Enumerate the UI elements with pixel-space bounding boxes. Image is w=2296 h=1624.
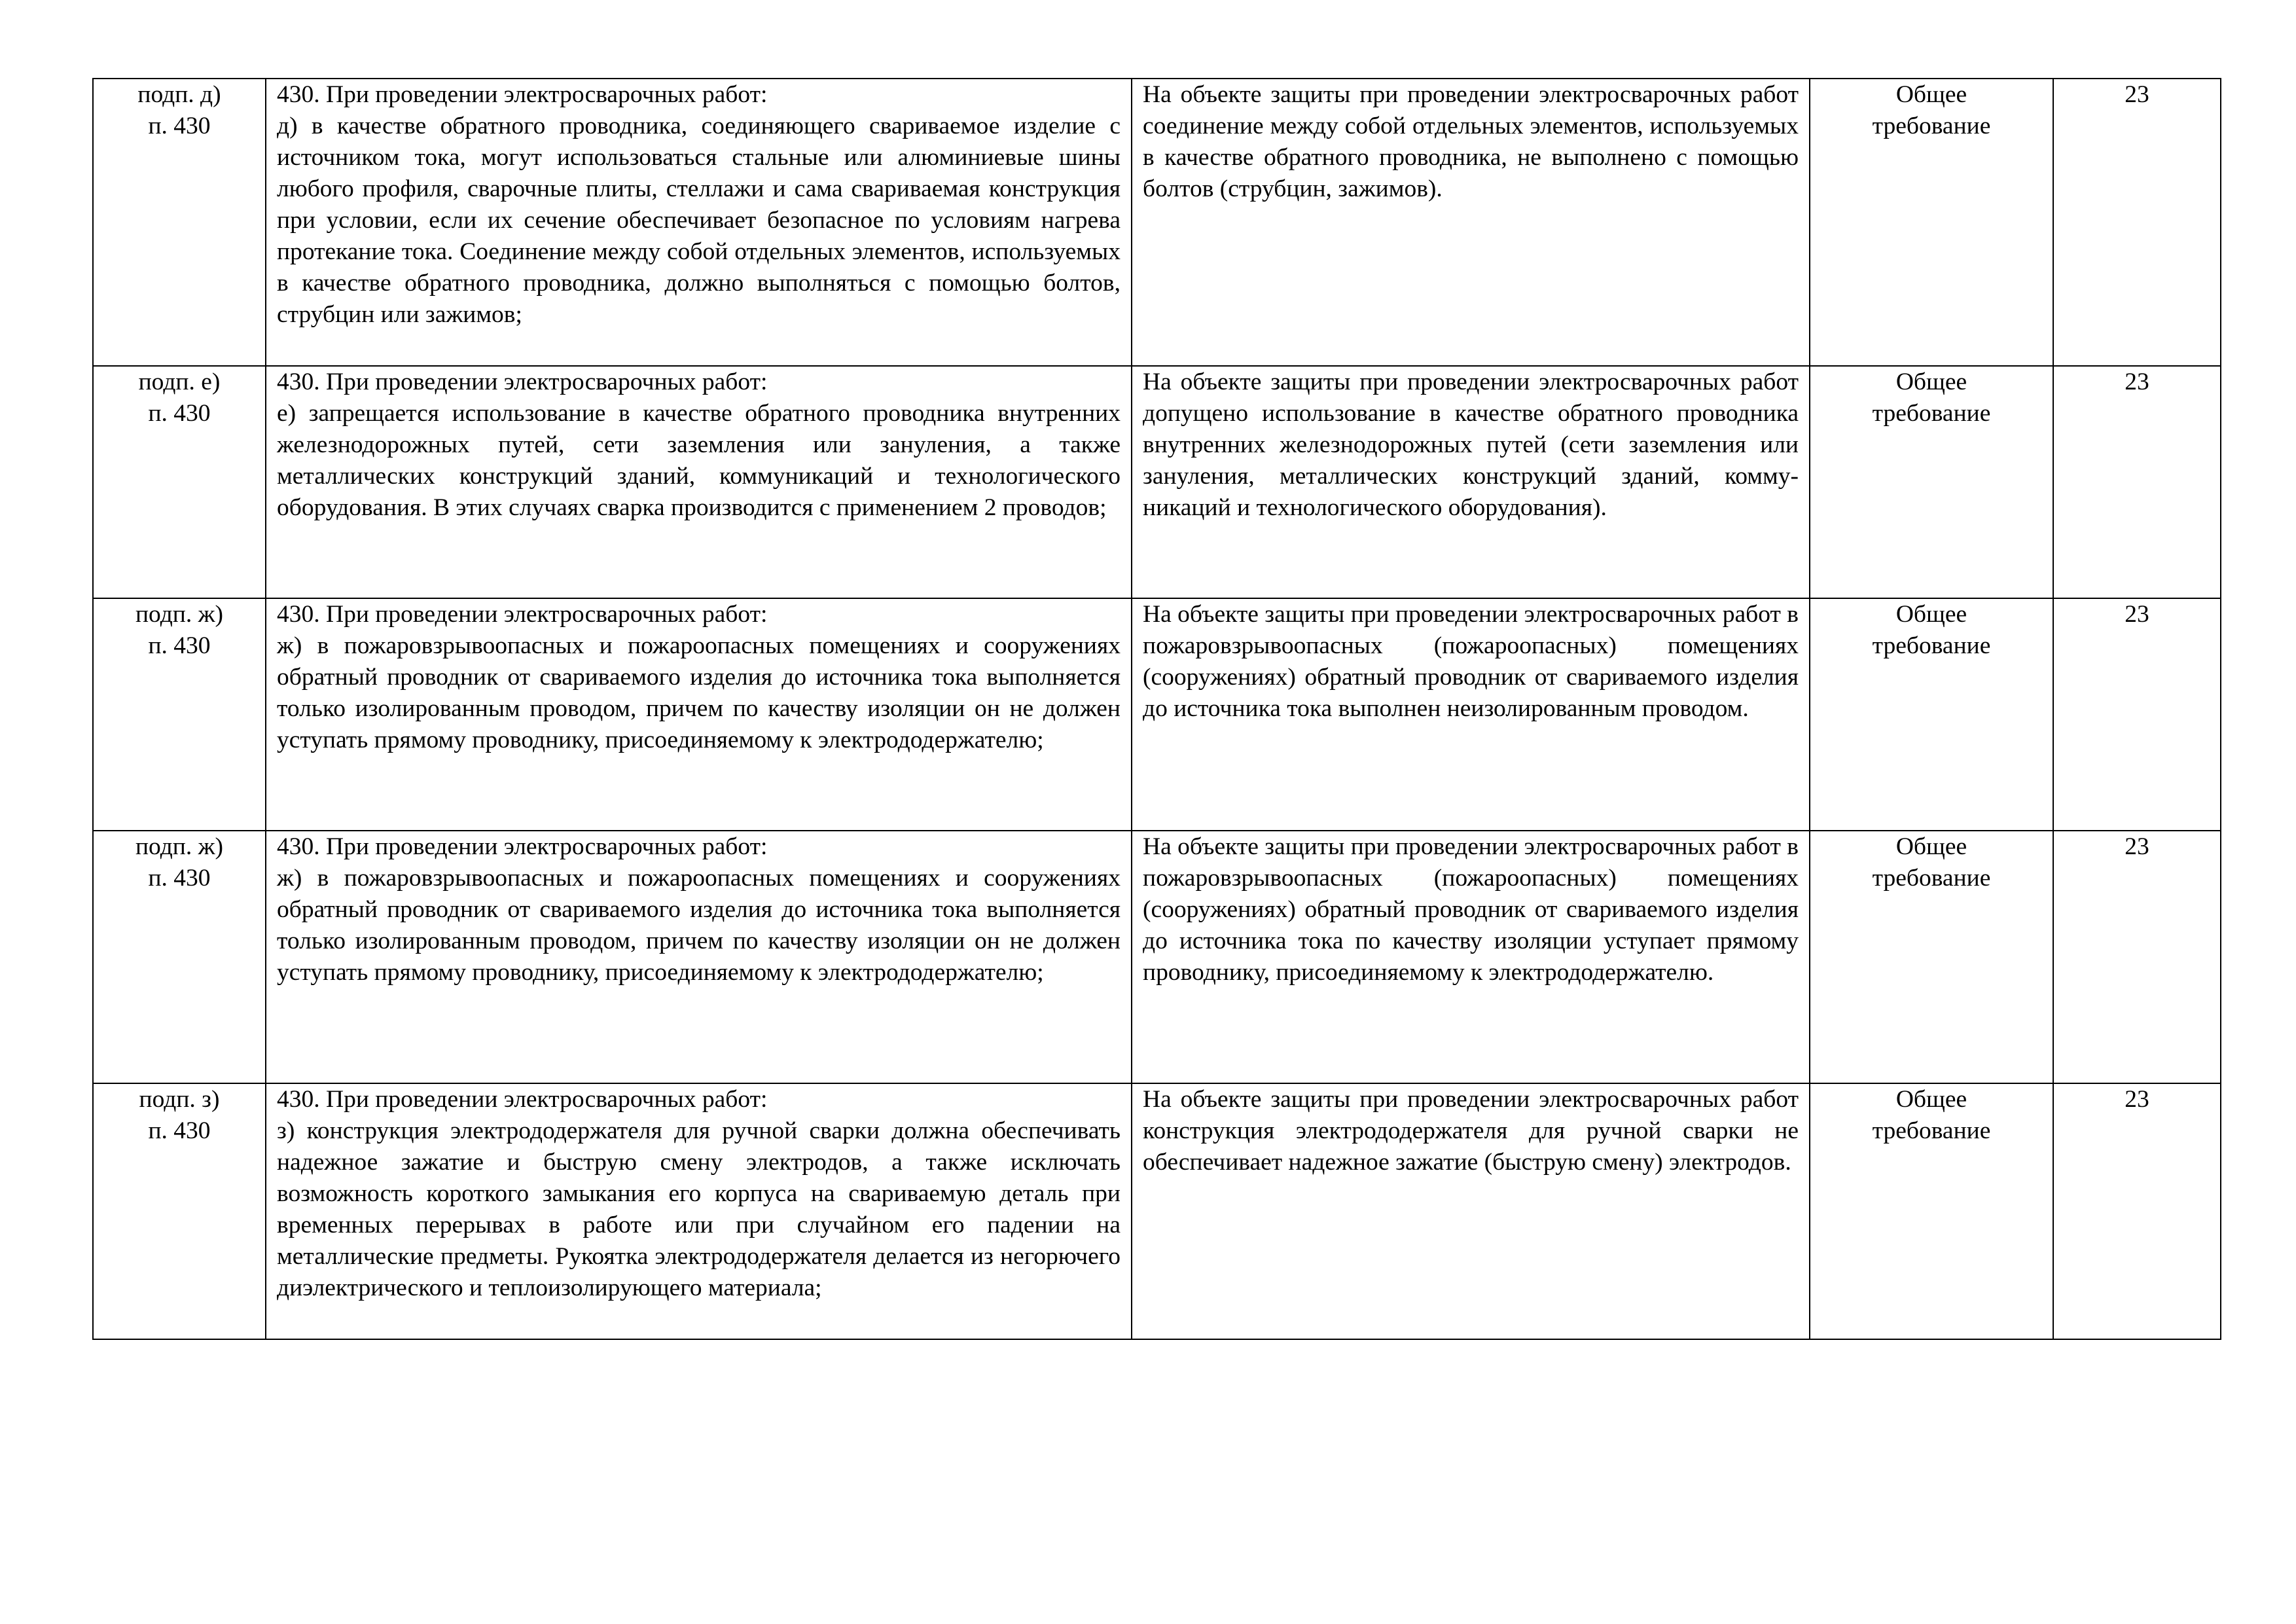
requirement-type-line1: Общее (1895, 833, 1967, 860)
violation-cell (1132, 831, 1810, 1083)
requirement-type-cell (1810, 831, 2053, 1083)
violation-cell (1132, 1083, 1810, 1339)
requirement-text: е) запрещается использование в качестве обратного проводника внутренних железнодорожных путей, сети заземления или зануления, а также металлических конструкций зданий, коммуникаций и технологического оборудования. В этих случаях сварка производится с применением 2 проводов; (277, 400, 1121, 521)
requirement-text: д) в качестве обратного проводника, соединяющего свариваемое изделие с источником тока, могут использоваться стальные или алюминиевые шины любого профиля, сварочные плиты, стеллажи и сама свариваемая конструкция при условии, если их сечение обеспечивает безопасное по условиям нагрева протекание тока. Соединение между собой отдельных элементов, используемых в качестве обратного проводника, должно выполняться с помощью болтов, струбцин или зажимов; (277, 113, 1121, 328)
reference-subitem: подп. е) (138, 369, 221, 395)
number-value: 23 (2125, 81, 2149, 108)
table-row (93, 831, 2221, 1083)
requirement-cell (266, 366, 1132, 598)
reference-paragraph: п. 430 (148, 400, 211, 427)
reference-subitem: подп. д) (137, 81, 221, 108)
number-cell (2053, 831, 2221, 1083)
requirement-title: 430. При проведении электросварочных работ: (277, 833, 768, 860)
requirement-title: 430. При проведении электросварочных работ: (277, 369, 768, 395)
reference-cell (93, 366, 266, 598)
table-row (93, 1083, 2221, 1339)
reference-paragraph: п. 430 (148, 1117, 211, 1144)
requirement-type-line1: Общее (1895, 81, 1967, 108)
number-cell (2053, 598, 2221, 831)
requirement-cell (266, 79, 1132, 366)
number-value: 23 (2125, 369, 2149, 395)
number-value: 23 (2125, 1086, 2149, 1113)
reference-cell (93, 598, 266, 831)
reference-cell (93, 79, 266, 366)
violation-text: На объекте защиты при проведении электросварочных работ в пожаровзрывоопасных (пожароопасных) помещениях (сооружениях) обратный проводник от свариваемого изделия до источника тока выполнен неизолированным проводом. (1143, 601, 1799, 722)
requirement-title: 430. При проведении электросварочных работ: (277, 601, 768, 628)
requirement-type-cell (1810, 1083, 2053, 1339)
requirement-type-cell (1810, 598, 2053, 831)
violation-cell (1132, 79, 1810, 366)
number-cell (2053, 79, 2221, 366)
requirement-type-cell (1810, 366, 2053, 598)
violation-text: На объекте защиты при проведении электросварочных работ в пожаровзрывоопасных (пожароопасных) помещениях (сооружениях) обратный проводник от свариваемого изделия до источника тока по качеству изоляции уступает прямому проводнику, присоединяемому к электрододержателю. (1143, 833, 1799, 986)
violation-cell (1132, 598, 1810, 831)
reference-cell (93, 1083, 266, 1339)
reference-subitem: подп. ж) (135, 833, 224, 860)
requirement-type-line2: требование (1872, 865, 1991, 892)
table-row (93, 366, 2221, 598)
violation-text: На объекте защиты при проведении электросварочных работ конструкция электрододержателя для ручной сварки не обеспечивает надежное зажатие (быструю смену) электродов. (1143, 1086, 1799, 1176)
requirement-title: 430. При проведении электросварочных работ: (277, 1086, 768, 1113)
violation-text: На объекте защиты при проведении электросварочных работ соединение между собой отдельных элементов, используемых в качестве обратного проводника, не выполнено с помощью болтов (струбцин, зажимов). (1143, 81, 1799, 202)
table-row (93, 598, 2221, 831)
requirement-type-line2: требование (1872, 400, 1991, 427)
requirement-cell (266, 598, 1132, 831)
number-value: 23 (2125, 601, 2149, 628)
table-row (93, 79, 2221, 366)
requirement-type-line1: Общее (1895, 1086, 1967, 1113)
requirement-type-line2: требование (1872, 1117, 1991, 1144)
violation-cell (1132, 366, 1810, 598)
reference-paragraph: п. 430 (148, 113, 211, 139)
requirement-text: з) конструкция электрододержателя для ручной сварки должна обеспечивать надежное зажатие и быструю смену электродов, а также исключать возможность короткого замыкания его корпуса на свариваемую деталь при временных перерывах в работе или при случайном его падении на металлические предметы. Рукоятка электрододержателя делается из негорючего диэлектрического и теплоизолирующего материала; (277, 1117, 1121, 1301)
reference-paragraph: п. 430 (148, 865, 211, 892)
number-cell (2053, 1083, 2221, 1339)
requirement-text: ж) в пожаровзрывоопасных и пожароопасных помещениях и сооружениях обратный проводник от свариваемого изделия до источника тока выполняется только изолированным проводом, причем по качеству изоляции он не должен уступать прямому проводнику, присоединяемому к электрододержателю; (277, 865, 1121, 986)
requirement-type-line1: Общее (1895, 601, 1967, 628)
reference-subitem: подп. з) (139, 1086, 220, 1113)
requirement-cell (266, 1083, 1132, 1339)
requirement-type-line2: требование (1872, 632, 1991, 659)
number-cell (2053, 366, 2221, 598)
number-value: 23 (2125, 833, 2149, 860)
reference-subitem: подп. ж) (135, 601, 224, 628)
reference-cell (93, 831, 266, 1083)
requirements-table (92, 78, 2221, 1340)
requirement-type-line1: Общее (1895, 369, 1967, 395)
requirement-title: 430. При проведении электросварочных работ: (277, 81, 768, 108)
requirement-type-cell (1810, 79, 2053, 366)
reference-paragraph: п. 430 (148, 632, 211, 659)
requirement-type-line2: требование (1872, 113, 1991, 139)
violation-text: На объекте защиты при проведении электросварочных работ допущено использование в качестве обратного проводника внутренних железнодорожных путей (сети заземления или зануления, металлических конструкций зданий, комму-никаций и технологического оборудования). (1143, 369, 1799, 521)
requirement-cell (266, 831, 1132, 1083)
requirement-text: ж) в пожаровзрывоопасных и пожароопасных помещениях и сооружениях обратный проводник от свариваемого изделия до источника тока выполняется только изолированным проводом, причем по качеству изоляции он не должен уступать прямому проводнику, присоединяемому к электрододержателю; (277, 632, 1121, 753)
